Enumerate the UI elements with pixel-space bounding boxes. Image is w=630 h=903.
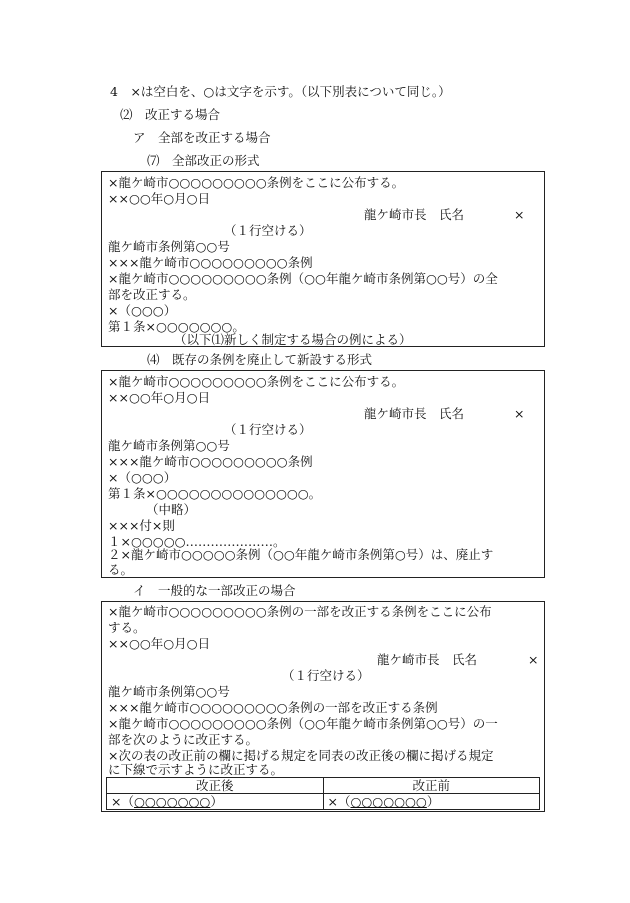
box3-line-9: 部を次のように改正する。 — [108, 732, 259, 747]
box3-line-8: ×龍ケ崎市○○○○○○○○○条例（○○年龍ケ崎市条例第○○号）の一 — [108, 716, 498, 731]
example-box-repeal-and-new — [101, 370, 545, 578]
section-a2-heading: ⑷ 既存の条例を廃止して新設する形式 — [147, 352, 373, 367]
box1-line-6: ×××龍ケ崎市○○○○○○○○○条例 — [108, 255, 313, 270]
box3-line-6: 龍ケ崎市条例第○○号 — [108, 684, 230, 699]
after-underlined: ○○○○○○○ — [133, 794, 211, 809]
box3-line-10: ×次の表の改正前の欄に掲げる規定を同表の改正後の欄に掲げる規定 — [108, 748, 494, 763]
box2-line-1: ×龍ケ崎市○○○○○○○○○条例をここに公布する。 — [108, 374, 405, 389]
box2-line-6: ×××龍ケ崎市○○○○○○○○○条例 — [108, 454, 313, 469]
comparison-table — [106, 777, 540, 810]
col-before-header: 改正前 — [323, 778, 540, 794]
box3-line-7: ×××龍ケ崎市○○○○○○○○○条例の一部を改正する条例 — [108, 700, 438, 715]
col-after-header: 改正後 — [107, 778, 324, 794]
section-a-heading: ア 全部を改正する場合 — [133, 130, 271, 145]
before-cell: ×（○○○○○○○） — [323, 794, 540, 810]
box1-line-10: 第１条×○○○○○○○。 — [108, 319, 245, 334]
after-cell: ×（○○○○○○○） — [107, 794, 324, 810]
table-header-row — [107, 778, 540, 794]
box2-line-10: ×××付×則 — [108, 518, 175, 533]
box3-line-3: ××○○年○月○日 — [108, 636, 211, 651]
box3-mark: × — [528, 652, 539, 667]
box1-mark: × — [514, 207, 525, 222]
box1-line-11: （以下⑴新しく制定する場合の例による） — [174, 332, 412, 347]
box1-line-7: ×龍ケ崎市○○○○○○○○○条例（○○年龍ケ崎市条例第○○号）の全 — [108, 271, 498, 286]
box1-line-9: ×（○○○） — [108, 303, 177, 318]
box2-line-11: １×○○○○○…………………。 — [108, 534, 286, 549]
example-box-partial-revision — [101, 601, 545, 812]
box2-line-2: ××○○年○月○日 — [108, 390, 211, 405]
box3-mayor: 龍ケ崎市長 氏名 — [377, 652, 478, 667]
section-2-heading: ⑵ 改正する場合 — [120, 107, 221, 122]
box1-line-1: ×龍ケ崎市○○○○○○○○○条例をここに公布する。 — [108, 175, 405, 190]
box2-line-13: る。 — [108, 562, 134, 577]
box1-line-2: ××○○年○月○日 — [108, 191, 211, 206]
box3-blank-line: （１行空ける） — [282, 668, 370, 683]
box2-blank-line: （１行空ける） — [224, 422, 312, 437]
table-row — [107, 794, 540, 810]
box2-mayor: 龍ケ崎市長 氏名 — [364, 406, 465, 421]
before-underlined: ○○○○○○○ — [350, 794, 427, 809]
box2-line-8: 第１条×○○○○○○○○○○○○○○。 — [108, 486, 322, 501]
box2-line-7: ×（○○○） — [108, 470, 177, 485]
box2-line-5: 龍ケ崎市条例第○○号 — [108, 438, 230, 453]
box1-mayor: 龍ケ崎市長 氏名 — [364, 207, 465, 222]
box3-line-2: する。 — [108, 620, 146, 635]
box1-line-5: 龍ケ崎市条例第○○号 — [108, 239, 230, 254]
box1-line-8: 部を改正する。 — [108, 287, 196, 302]
box3-line-1: ×龍ケ崎市○○○○○○○○○条例の一部を改正する条例をここに公布 — [108, 604, 492, 619]
note-text: 4 ×は空白を、○は文字を示す。（以下別表について同じ。） — [110, 84, 451, 99]
box2-line-12: ２×龍ケ崎市○○○○○条例（○○年龍ケ崎市条例第○号）は、廃止す — [108, 547, 494, 562]
box3-line-11: に下線で示すように改正する。 — [108, 762, 284, 777]
box1-blank-line: （１行空ける） — [224, 223, 312, 238]
section-a1-heading: ⑺ 全部改正の形式 — [147, 153, 260, 168]
example-box-full-revision — [101, 171, 545, 347]
box2-line-9: （中略） — [146, 502, 197, 517]
section-b-heading: イ 一般的な一部改正の場合 — [133, 583, 296, 598]
box2-mark: × — [514, 406, 525, 421]
